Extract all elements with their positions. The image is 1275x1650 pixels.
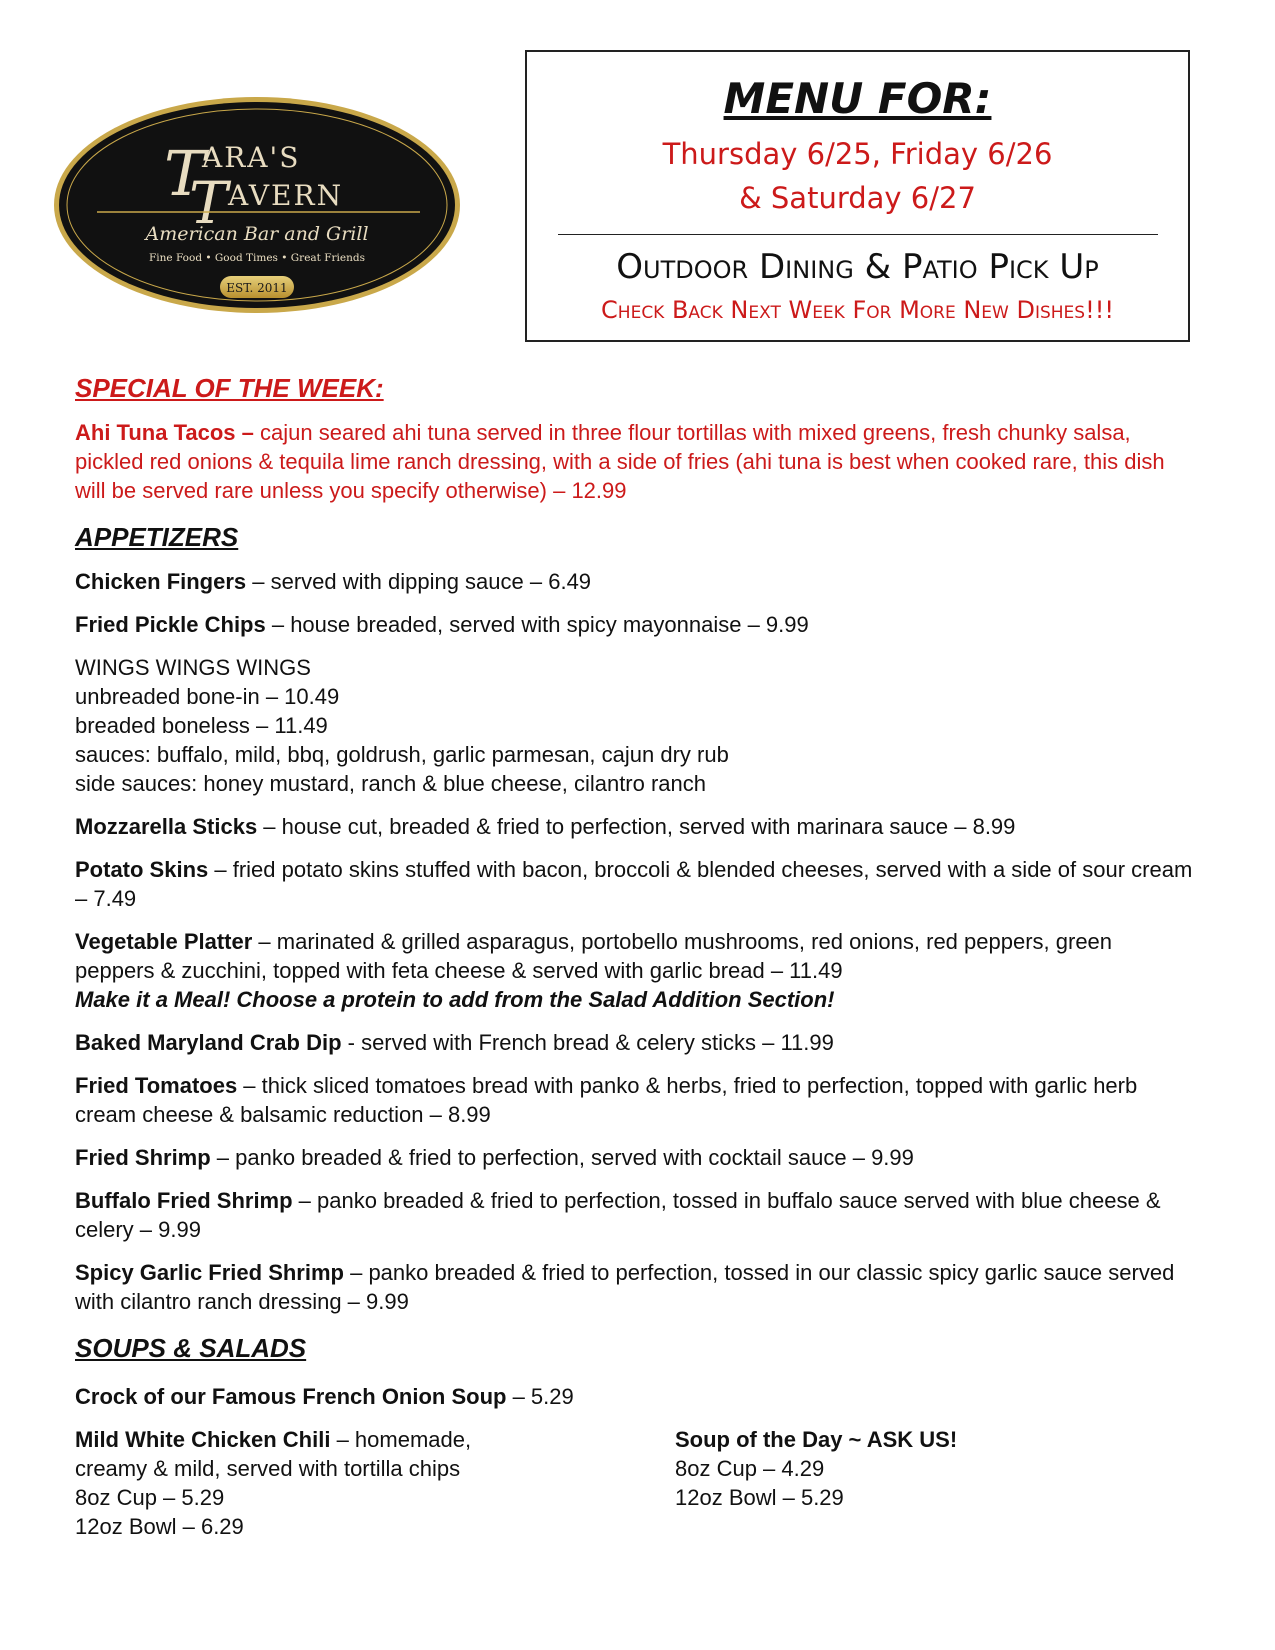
wings-line4: side sauces: honey mustard, ranch & blue cheese, cilantro ranch	[75, 771, 707, 796]
item-desc: – panko breaded & fried to perfection, served with cocktail sauce – 9.99	[210, 1145, 914, 1170]
item-desc: – served with dipping sauce – 6.49	[246, 569, 592, 594]
check-back-notice: Check Back Next Week For More New Dishes!!!	[601, 296, 1114, 324]
special-heading: SPECIAL OF THE WEEK:	[75, 373, 384, 403]
menu-item-chicken-fingers	[75, 567, 1195, 596]
special-desc: cajun seared ahi tuna served in three flour tortillas with mixed greens, fresh chunky salsa, pickled red onions & tequila lime ranch dressing, with a side of fries (ahi tuna is best when cooked rare, this dish will be served rare unless you specify otherwise) – 12.99	[75, 420, 1165, 503]
special-name: Ahi Tuna Tacos –	[75, 420, 254, 445]
soup-day-bowl: 12oz Bowl – 5.29	[675, 1485, 844, 1510]
item-name: Chicken Fingers	[75, 569, 247, 594]
logo-big-letter-1: T	[164, 137, 206, 210]
chili-cup: 8oz Cup – 5.29	[75, 1485, 225, 1510]
item-desc: – thick sliced tomatoes bread with panko & herbs, fried to perfection, topped with garlic herb cream cheese & balsamic reduction – 8.99	[75, 1073, 1138, 1127]
item-desc: – homemade, creamy & mild, served with tortilla chips	[75, 1427, 472, 1481]
wings-line2: breaded boneless – 11.49	[75, 713, 328, 738]
menu-item-mozzarella	[75, 812, 1195, 841]
logo-big-letter-2: T	[189, 169, 228, 237]
service-type: Outdoor Dining & Patio Pick Up	[616, 247, 1099, 287]
item-name: Baked Maryland Crab Dip	[75, 1030, 342, 1055]
menu-dates-line2: & Saturday 6/27	[739, 181, 976, 215]
menu-item-french-onion	[75, 1382, 1195, 1411]
menu-title: MENU FOR:	[723, 74, 992, 123]
logo-name-line2: AVERN	[228, 179, 344, 212]
soups-salads-heading: SOUPS & SALADS	[75, 1333, 307, 1363]
item-desc: – panko breaded & fried to perfection, tossed in our classic spicy garlic sauce served with cilantro ranch dressing – 9.99	[75, 1260, 1175, 1314]
item-name: Potato Skins	[75, 857, 209, 882]
item-name: Soup of the Day ~ ASK US!	[675, 1427, 958, 1452]
menu-dates-line1: Thursday 6/25, Friday 6/26	[662, 137, 1053, 171]
item-name: Fried Tomatoes	[75, 1073, 238, 1098]
item-name: Fried Shrimp	[75, 1145, 211, 1170]
item-name: Spicy Garlic Fried Shrimp	[75, 1260, 344, 1285]
menu-item-wings	[75, 653, 1195, 798]
wings-line3: sauces: buffalo, mild, bbq, goldrush, garlic parmesan, cajun dry rub	[75, 742, 729, 767]
appetizers-heading: APPETIZERS	[75, 522, 239, 552]
make-it-a-meal-note: Make it a Meal! Choose a protein to add from the Salad Addition Section!	[75, 987, 835, 1012]
item-desc: – marinated & grilled asparagus, portobello mushrooms, red onions, red peppers, green peppers & zucchini, topped with feta cheese & served with garlic bread – 11.49	[75, 929, 1113, 983]
item-name: Mozzarella Sticks	[75, 814, 258, 839]
item-name: Fried Pickle Chips	[75, 612, 266, 637]
item-desc: – house breaded, served with spicy mayonnaise – 9.99	[265, 612, 809, 637]
menu-item-vegetable-platter	[75, 927, 1195, 1014]
menu-item-pickle-chips	[75, 610, 1195, 639]
item-name: Vegetable Platter	[75, 929, 253, 954]
taras-tavern-logo	[52, 95, 462, 315]
menu-item-chicken-chili	[75, 1425, 675, 1541]
menu-content	[75, 372, 1195, 1541]
menu-item-garlic-shrimp	[75, 1258, 1195, 1316]
item-name: Crock of our Famous French Onion Soup	[75, 1384, 507, 1409]
item-name: Buffalo Fried Shrimp	[75, 1188, 293, 1213]
item-desc: – panko breaded & fried to perfection, tossed in buffalo sauce served with blue cheese & celery – 9.99	[75, 1188, 1161, 1242]
menu-item-fried-shrimp	[75, 1143, 1195, 1172]
logo-established: EST. 2011	[226, 281, 288, 295]
item-desc: – house cut, breaded & fried to perfection, served with marinara sauce – 8.99	[257, 814, 1016, 839]
soups-two-column	[75, 1425, 1195, 1541]
item-name: Mild White Chicken Chili	[75, 1427, 331, 1452]
logo-name-line1: ARA'S	[202, 141, 301, 174]
chili-bowl: 12oz Bowl – 6.29	[75, 1514, 244, 1539]
logo-tagline: American Bar and Grill	[145, 223, 369, 245]
menu-header-box	[525, 50, 1190, 342]
item-desc: - served with French bread & celery sticks – 11.99	[341, 1030, 834, 1055]
menu-item-soup-of-the-day	[675, 1425, 1175, 1541]
item-desc: – fried potato skins stuffed with bacon, broccoli & blended cheeses, served with a side of sour cream – 7.49	[75, 857, 1193, 911]
menu-item-fried-tomatoes	[75, 1071, 1195, 1129]
wings-line1: unbreaded bone-in – 10.49	[75, 684, 340, 709]
logo-motto: Fine Food • Good Times • Great Friends	[149, 252, 365, 264]
menu-item-potato-skins	[75, 855, 1195, 913]
menu-item-buffalo-shrimp	[75, 1186, 1195, 1244]
header-divider	[558, 234, 1158, 235]
menu-item-crab-dip	[75, 1028, 1195, 1057]
wings-name: WINGS WINGS WINGS	[75, 655, 311, 680]
item-desc: – 5.29	[506, 1384, 574, 1409]
special-item	[75, 418, 1195, 505]
soup-day-cup: 8oz Cup – 4.29	[675, 1456, 825, 1481]
